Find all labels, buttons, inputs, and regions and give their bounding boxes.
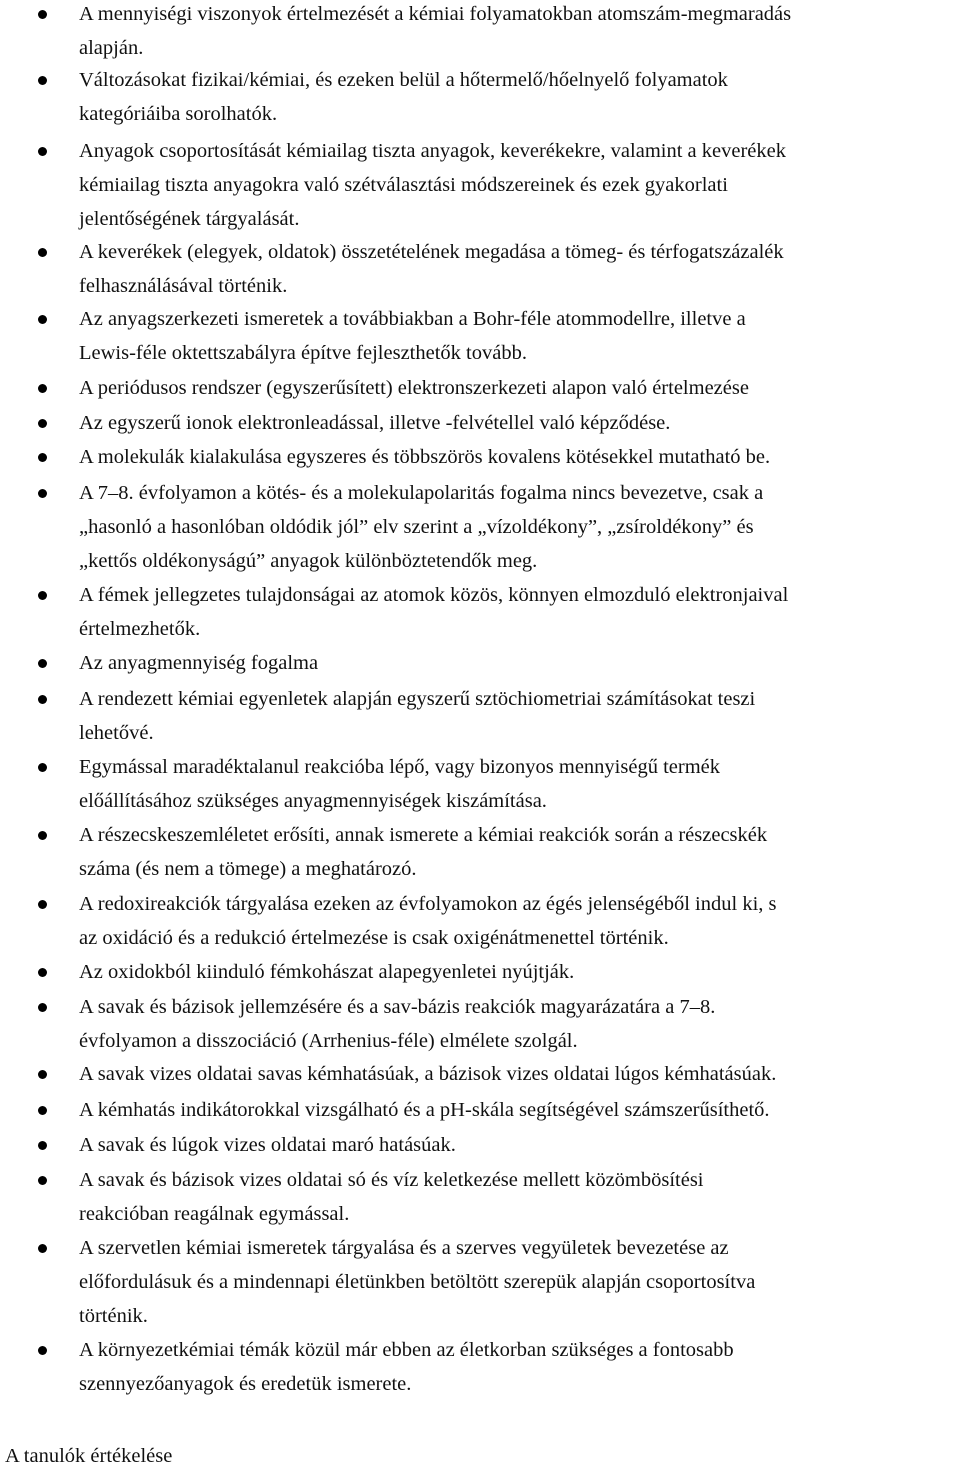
bullet-icon — [38, 763, 47, 772]
bullet-icon — [38, 1244, 47, 1253]
bullet-text — [79, 440, 957, 474]
bullet-icon — [38, 419, 47, 428]
bullet-icon — [38, 248, 47, 257]
bullet-icon — [38, 10, 47, 19]
bullet-text-line: Lewis-féle oktettszabályra építve fejleszthetők tovább. — [79, 342, 527, 364]
bullet-text — [79, 0, 957, 65]
section-heading-student-assessment: A tanulók értékelése — [5, 1445, 173, 1467]
bullet-icon — [38, 453, 47, 462]
bullet-text-line: A keverékek (elegyek, oldatok) összetételének megadása a tömeg- és térfogatszázalék — [79, 241, 784, 263]
bullet-text-line: A 7–8. évfolyamon a kötés- és a molekulapolaritás fogalma nincs bevezetve, csak a — [79, 482, 764, 504]
bullet-text — [79, 1333, 957, 1401]
bullet-text-line: lehetővé. — [79, 722, 154, 744]
bullet-icon — [38, 695, 47, 704]
bullet-text-line: szennyezőanyagok és eredetük ismerete. — [79, 1373, 412, 1395]
bullet-text-line: reakcióban reagálnak egymással. — [79, 1203, 350, 1225]
bullet-text-line: Az anyagszerkezeti ismeretek a továbbiakban a Bohr-féle atommodellre, illetve a — [79, 308, 746, 330]
bullet-text — [79, 750, 957, 818]
bullet-text-line: Az egyszerű ionok elektronleadással, illetve -felvétellel való képződése. — [79, 412, 671, 434]
bullet-text-line: értelmezhetők. — [79, 618, 201, 640]
bullet-text-line: A környezetkémiai témák közül már ebben az életkorban szükséges a fontosabb — [79, 1339, 734, 1361]
bullet-text — [79, 1057, 957, 1091]
bullet-icon — [38, 1106, 47, 1115]
bullet-text-line: évfolyamon a disszociáció (Arrhenius-féle) elmélete szolgál. — [79, 1030, 578, 1052]
bullet-text-line: A rendezett kémiai egyenletek alapján egyszerű sztöchiometriai számításokat teszi — [79, 688, 756, 710]
bullet-text-line: történik. — [79, 1305, 148, 1327]
bullet-icon — [38, 900, 47, 909]
bullet-icon — [38, 489, 47, 498]
bullet-text-line: A redoxireakciók tárgyalása ezeken az évfolyamokon az égés jelenségéből indul ki, s — [79, 893, 777, 915]
bullet-icon — [38, 1346, 47, 1355]
bullet-text-line: alapján. — [79, 37, 144, 59]
bullet-text-line: A savak vizes oldatai savas kémhatásúak, a bázisok vizes oldatai lúgos kémhatásúak. — [79, 1063, 777, 1085]
bullet-icon — [38, 968, 47, 977]
bullet-text-line: kémiailag tiszta anyagokra való szétválasztási módszereinek és ezek gyakorlati — [79, 174, 728, 196]
bullet-text — [79, 302, 957, 370]
bullet-icon — [38, 1003, 47, 1012]
bullet-text — [79, 406, 957, 440]
bullet-text — [79, 1231, 957, 1333]
bullet-text-line: „kettős oldékonyságú” anyagok különböztetendők meg. — [79, 550, 538, 572]
bullet-text-line: A periódusos rendszer (egyszerűsített) elektronszerkezeti alapon való értelmezése — [79, 377, 749, 399]
bullet-text-line: A savak és bázisok vizes oldatai só és víz keletkezése mellett közömbösítési — [79, 1169, 704, 1191]
bullet-text-line: száma (és nem a tömege) a meghatározó. — [79, 858, 417, 880]
bullet-text-line: A fémek jellegzetes tulajdonságai az atomok közös, könnyen elmozduló elektronjaival — [79, 584, 789, 606]
bullet-icon — [38, 591, 47, 600]
bullet-text — [79, 578, 957, 646]
bullet-text — [79, 134, 957, 236]
bullet-icon — [38, 76, 47, 85]
bullet-text — [79, 371, 957, 405]
bullet-text-line: kategóriáiba sorolhatók. — [79, 103, 278, 125]
bullet-icon — [38, 831, 47, 840]
bullet-text — [79, 990, 957, 1058]
bullet-text-line: A savak és bázisok jellemzésére és a sav-bázis reakciók magyarázatára a 7–8. — [79, 996, 716, 1018]
bullet-text — [79, 1093, 957, 1127]
bullet-icon — [38, 1176, 47, 1185]
bullet-icon — [38, 384, 47, 393]
bullet-icon — [38, 315, 47, 324]
bullet-text-line: Az oxidokból kiinduló fémkohászat alapegyenletei nyújtják. — [79, 961, 575, 983]
bullet-text-line: Az anyagmennyiség fogalma — [79, 652, 319, 674]
bullet-text — [79, 887, 957, 955]
bullet-text-line: Anyagok csoportosítását kémiailag tiszta anyagok, keverékekre, valamint a keverékek — [79, 140, 786, 162]
bullet-text-line: Változásokat fizikai/kémiai, és ezeken belül a hőtermelő/hőelnyelő folyamatok — [79, 69, 728, 91]
bullet-icon — [38, 1070, 47, 1079]
bullet-text-line: Egymással maradéktalanul reakcióba lépő, vagy bizonyos mennyiségű termék — [79, 756, 720, 778]
bullet-icon — [38, 147, 47, 156]
bullet-text-line: A kémhatás indikátorokkal vizsgálható és a pH-skála segítségével számszerűsíthető. — [79, 1099, 770, 1121]
bullet-text — [79, 1128, 957, 1162]
bullet-icon — [38, 1141, 47, 1150]
bullet-text-line: jelentőségének tárgyalását. — [79, 208, 300, 230]
bullet-text-line: A molekulák kialakulása egyszeres és többszörös kovalens kötésekkel mutatható be. — [79, 446, 771, 468]
bullet-text — [79, 646, 957, 680]
bullet-text — [79, 63, 957, 131]
bullet-text-line: az oxidáció és a redukció értelmezése is csak oxigénátmenettel történik. — [79, 927, 669, 949]
bullet-text — [79, 682, 957, 750]
bullet-text-line: A savak és lúgok vizes oldatai maró hatásúak. — [79, 1134, 456, 1156]
bullet-text — [79, 955, 957, 989]
bullet-text-line: felhasználásával történik. — [79, 275, 288, 297]
bullet-text — [79, 235, 957, 303]
bullet-icon — [38, 659, 47, 668]
bullet-text-line: A részecskeszemléletet erősíti, annak ismerete a kémiai reakciók során a részecskék — [79, 824, 768, 846]
bullet-text-line: A szervetlen kémiai ismeretek tárgyalása és a szerves vegyületek bevezetése az — [79, 1237, 729, 1259]
bullet-text-line: A mennyiségi viszonyok értelmezését a kémiai folyamatokban atomszám-megmaradás — [79, 3, 792, 25]
bullet-text-line: előfordulásuk és a mindennapi életünkben betöltött szerepük alapján csoportosítva — [79, 1271, 756, 1293]
bullet-text-line: „hasonló a hasonlóban oldódik jól” elv szerint a „vízoldékony”, „zsíroldékony” és — [79, 516, 754, 538]
bullet-text — [79, 818, 957, 886]
bullet-text — [79, 1163, 957, 1231]
bullet-text — [79, 476, 957, 578]
bullet-text-line: előállításához szükséges anyagmennyiségek kiszámítása. — [79, 790, 547, 812]
